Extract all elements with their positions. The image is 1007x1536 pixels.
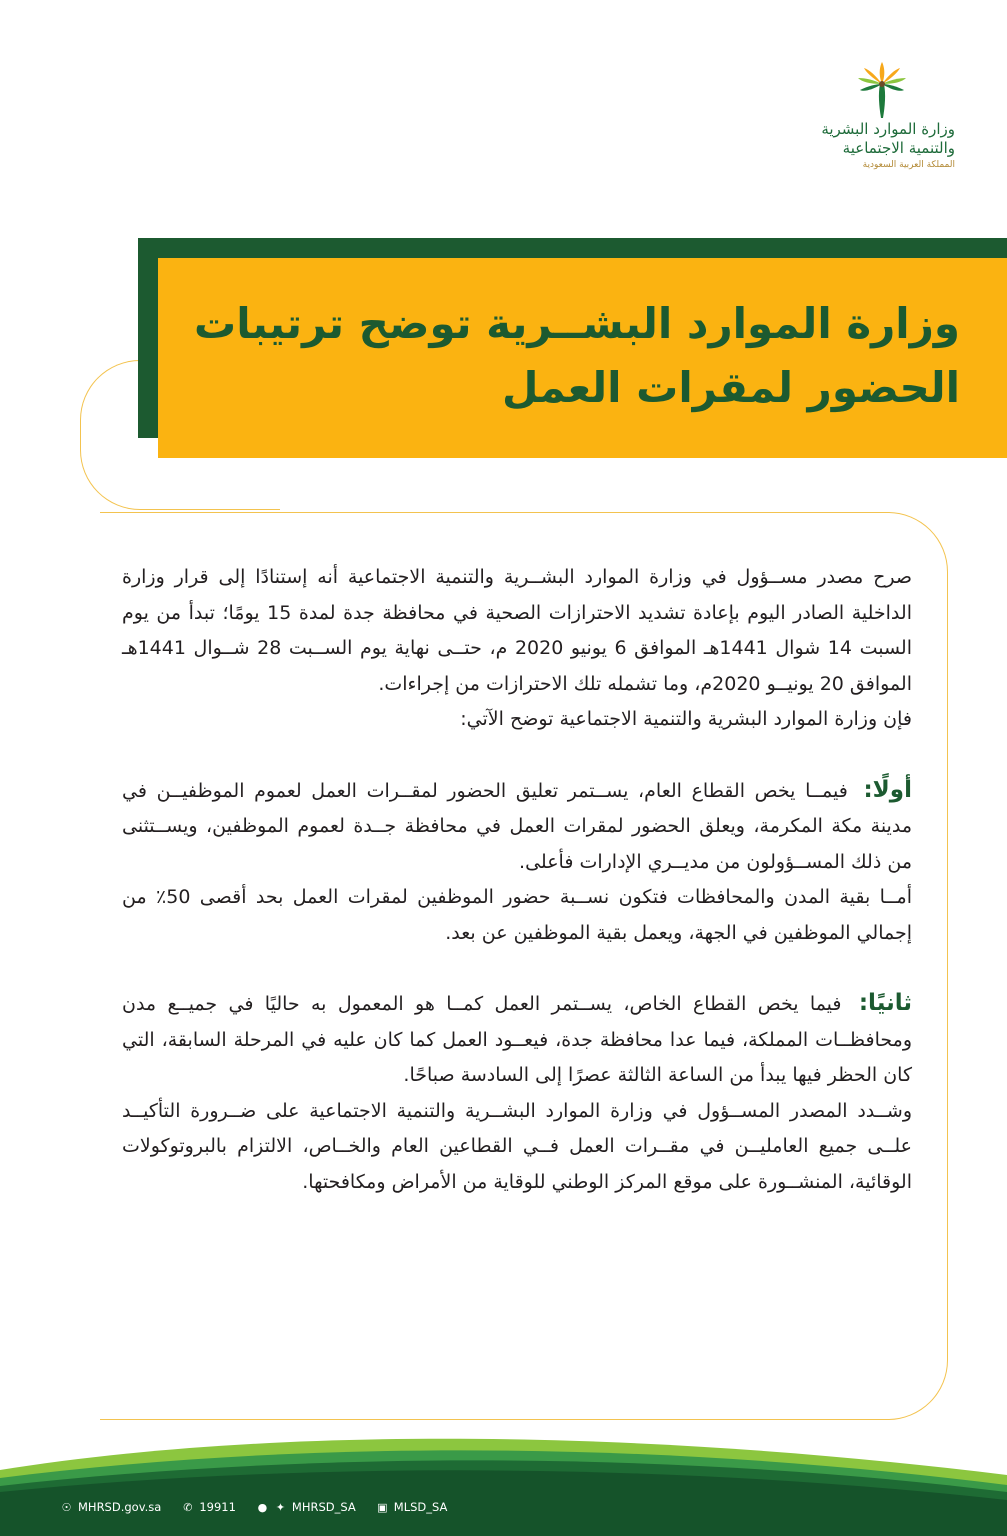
second-point-label: ثانيًا: — [858, 990, 912, 1016]
announcement-body — [122, 560, 912, 1200]
intro-paragraph: صرح مصدر مســؤول في وزارة الموارد البشــرية والتنمية الاجتماعية أنه إستنادًا إلى قرار وزارة الداخلية الصادر اليوم بإعادة تشديد الاحترازات الصحية في محافظة جدة لمدة 15 يومًا؛ تبدأ من يوم السبت 14 شوال 1441هـ الموافق 6 يونيو 2020 م، حتــى نهاية يوم الســبت 28 شــوال 1441هـ الموافق 20 يونيــو 2020م، وما تشمله تلك الاحترازات من إجراءات. — [122, 566, 912, 695]
logo-title-line1: وزارة الموارد البشرية — [821, 120, 955, 138]
logo-country: المملكة العربية السعودية — [862, 160, 955, 170]
instagram-handle[interactable]: MLSD_SA — [393, 1500, 448, 1514]
footer-wave — [0, 1430, 1007, 1536]
first-point-continued: أمــا بقية المدن والمحافظات فتكون نســبة حضور الموظفين لمقرات العمل بحد أقصى 50٪ من إجمالي الموظفين في الجهة، ويعمل بقية الموظفين عن بعد. — [122, 886, 912, 944]
logo-title-line2: والتنمية الاجتماعية — [842, 139, 955, 157]
title-line1: وزارة الموارد البشــرية توضح ترتيبات — [194, 299, 960, 348]
title-line2: الحضور لمقرات العمل — [502, 363, 960, 412]
globe-icon: ☉ — [61, 1500, 72, 1514]
first-point-label: أولًا: — [863, 776, 912, 803]
second-point-text: فيما يخص القطاع الخاص، يســتمر العمل كمــا هو المعمول به حاليًا في جميــع مدن ومحافظــات المملكة، فيما عدا محافظة جدة، فيعــود العمل كما كان عليه في المرحلة السابقة، التي كان الحظر فيها يبدأ من الساعة الثالثة عصرًا إلى السادسة صباحًا. — [122, 993, 912, 1086]
closing-paragraph: وشــدد المصدر المســؤول في وزارة الموارد البشــرية والتنمية الاجتماعية على ضــرورة التأكيــد علــى جميع العامليــن في مقــرات العمل فــي القطاعين العام والخــاص، الالتزام بالبروتوكولات الوقائية، المنشــورة على موقع المركز الوطني للوقاية من الأمراض ومكافحتها. — [122, 1099, 912, 1193]
phone-icon: ✆ — [183, 1500, 193, 1514]
first-point — [122, 773, 912, 881]
instagram-icon: ▣ — [377, 1500, 388, 1514]
footer-wave-shape — [0, 1430, 1007, 1536]
palm-leaves-logo-icon — [857, 62, 907, 120]
website-link[interactable]: MHRSD.gov.sa — [78, 1500, 162, 1514]
second-point — [122, 986, 912, 1094]
snapchat-icon: ● — [257, 1500, 268, 1514]
twitter-handle[interactable]: MHRSD_SA — [291, 1500, 356, 1514]
page-title — [170, 292, 960, 420]
first-point-text: فيمــا يخص القطاع العام، يســتمر تعليق الحضور لمقــرات العمل لعموم الموظفيــن في مدينة مكة المكرمة، ويعلق الحضور لمقرات العمل في محافظة جــدة لعموم الموظفين، ويســتثنى من ذلك المســؤولون من مديــري الإدارات فأعلى. — [122, 779, 912, 873]
intro-lead-in: فإن وزارة الموارد البشرية والتنمية الاجتماعية توضح الآتي: — [460, 708, 912, 730]
phone-number[interactable]: 19911 — [199, 1500, 236, 1514]
footer-contacts — [60, 1496, 447, 1518]
twitter-icon: ✦ — [275, 1500, 286, 1514]
